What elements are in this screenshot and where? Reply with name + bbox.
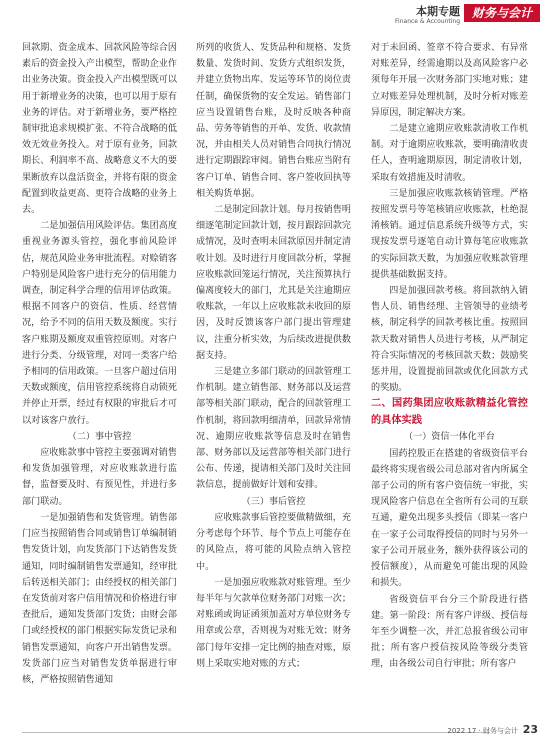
paragraph: 一是加强销售和发货管理。销售部门应当按照销售合同或销售订单编制销售发货计划，向发货部门下达销售发货通知，同时编制销售发票通知，经审批后转送相关部门；由经授权的相关部门在发货前对客户信用情况和价格进行审查批后，通知发货部门发货；由财会部门或经授权的部门根据实际发货记录和销售发票通知，向客户开出销售发票。发货部门应当对销售发货单据进行审核，严格按照销售通知 xyxy=(22,512,177,685)
paragraph: 应收账款事后管控要做精做细，充分考虑每个环节、每个节点上可能存在的风险点，将可能的风险点纳入管控中。 xyxy=(196,512,351,572)
footer-issue: 2022 17 · 财务与会计 xyxy=(447,727,518,735)
paragraph: 二是建立逾期应收账款清收工作机制。对于逾期应收账款，要明确清收责任人，查明逾期原因，制定清收计划，采取有效措施及时清收。 xyxy=(371,124,528,183)
paragraph: 回款期、资金成本、回款风险等综合因素后的资金投入产出模型，帮助企业作出业务决策。资金投入产出模型既可以用于新增业务的决策，也可以用于原有业务的评估。对于新增业务，要严格控制审批追求规模扩张、不符合战略的低效无效业务投入。对于原有业务，回款期长、利润率不高、战略意义不大的要果断放弃以盘活资金，并将有限的资金配置到收益更高、更符合战略的业务上去。 xyxy=(22,43,177,216)
subsection-heading: （三）事后管控 xyxy=(241,496,306,507)
section-heading: 二、国药集团应收账款精益化管控的具体实践 xyxy=(371,398,528,426)
paragraph: 三是加强应收账款核销管理。严格按照发票号等笔核销应收账款，杜绝混淆核销。通过信息系统升级等方式，实现按发票号逐笔自动计算每笔应收账款的实际回款天数，为加强应收账款管理提供基础数据支持。 xyxy=(371,188,528,280)
paragraph: 应收账款事中管控主要强调对销售和发货加强管理，对应收账款进行监督，监督要及时、有预见性，并进行多部门联动。 xyxy=(22,448,177,507)
paragraph: 对于未回函、签章不符合要求、有异常对账差异，经需逾期以及高风险客户必须每年开展一次财务部门实地对账；建立对账差异处理机制，及时分析对账差异原因，制定解决方案。 xyxy=(371,43,528,118)
journal-logo: 财务与会计 xyxy=(464,4,540,22)
header-title-cn: 本期专题 xyxy=(416,5,460,18)
header-title-en: Finance & Accounting xyxy=(395,18,460,25)
footer-divider xyxy=(22,732,490,733)
page-number: 23 xyxy=(522,723,538,736)
page-header xyxy=(0,0,550,30)
subsection-heading: （二）事中管控 xyxy=(67,431,132,442)
paragraph: 所列的收货人、发货品种和规格、发货数量、发货时间、发货方式组织发货，并建立货物出库、发运等环节的岗位责任制，确保货物的安全发运。销售部门应当设置销售台账，及时反映各种商品、劳务等销售的开单、发货、收款情况，并由相关人员对销售合同执行情况进行定期跟踪审阅。销售台账应当附有客户订单、销售合同、客户签收回执等相关购货单据。 xyxy=(196,43,351,199)
paragraph: 二是制定回款计划。每月按销售明细逐笔制定回款计划，按月跟踪回款完成情况，及时查明未回款原因并制定清收计划。及时进行月度回款分析，掌握应收账款回笼运行情况，关注预算执行偏离度较大的部门，尤其是关注逾期应收账款，一年以上应收账款未收回的原因，及时反馈该客户部门提出管理建议，注重分析实效，为后续改进提供数据支持。 xyxy=(196,205,351,361)
paragraph: 三是建立多部门联动的回款管理工作机制。建立销售部、财务部以及运营部等相关部门联动，配合的回款管理工作机制，将回款明细清单，回款异常情况、逾期应收账款等信息及时在销售部、财务部以及运营部等相关部门进行公布、传递，提请相关部门及时关注回款信息，提前做好计划和安排。 xyxy=(196,367,351,491)
paragraph: 省级资信平台分三个阶段进行搭建。第一阶段：所有客户评级、授信每年至少调整一次，并汇总报省级公司审批；所有客户授信按风险等级分类管理，由各级公司自行审批；所有客户 xyxy=(371,594,528,670)
paragraph: 国药控股正在搭建的省级资信平台最终将实现省级公司总部对省内所属全部子公司的所有客户资信统一审批，实现风险客户信息在全省所有公司的互联互通，避免出现多头授信（即某一客户在一家子公司取得授信的同时与另外一家子公司开展业务，额外获得该公司的授信额度），从而避免可能出现的风险和损失。 xyxy=(371,448,528,589)
header-title xyxy=(395,6,460,25)
column-1 xyxy=(22,40,177,688)
subsection-heading: （一）资信一体化平台 xyxy=(404,432,495,443)
column-2 xyxy=(196,40,351,672)
page-footer xyxy=(0,722,550,742)
paragraph: 一是加强应收账款对账管理。至少每半年与欠款单位财务部门对账一次；对账函或询证函须加盖对方单位财务专用章或公章，否则视为对账无效；财务部门每年安排一定比例的抽查对账，原则上采取实地对账的方式； xyxy=(196,577,351,669)
paragraph: 二是加强信用风险评估。集团高度重视业务源头管控，强化事前风险评估，规范风险业务审批流程。对赊销客户特别是风险客户进行充分的信用能力调查，制定科学合理的信用评估政策。根据不同客户的资信、性质、经营情况，给予不同的信用天数及额度。实行客户账期及额度双重管控原则。对客户进行分类、分级管理，对同一类客户给予相同的信用政策。一旦客户超过信用天数或额度，信用管控系统将自动锁死并停止开票，经过有权限的审批后才可以对该客户放行。 xyxy=(22,221,177,426)
column-3 xyxy=(371,40,528,673)
paragraph: 四是加强回款考核。将回款纳入销售人员、销售经理、主管领导的业绩考核，制定科学的回款考核比重。按照回款天数对销售人员进行考核，从严制定符合实际情况的考核回款天数；鼓励奖惩并用，设置提前回款或优化回款方式的奖励。 xyxy=(371,286,528,394)
